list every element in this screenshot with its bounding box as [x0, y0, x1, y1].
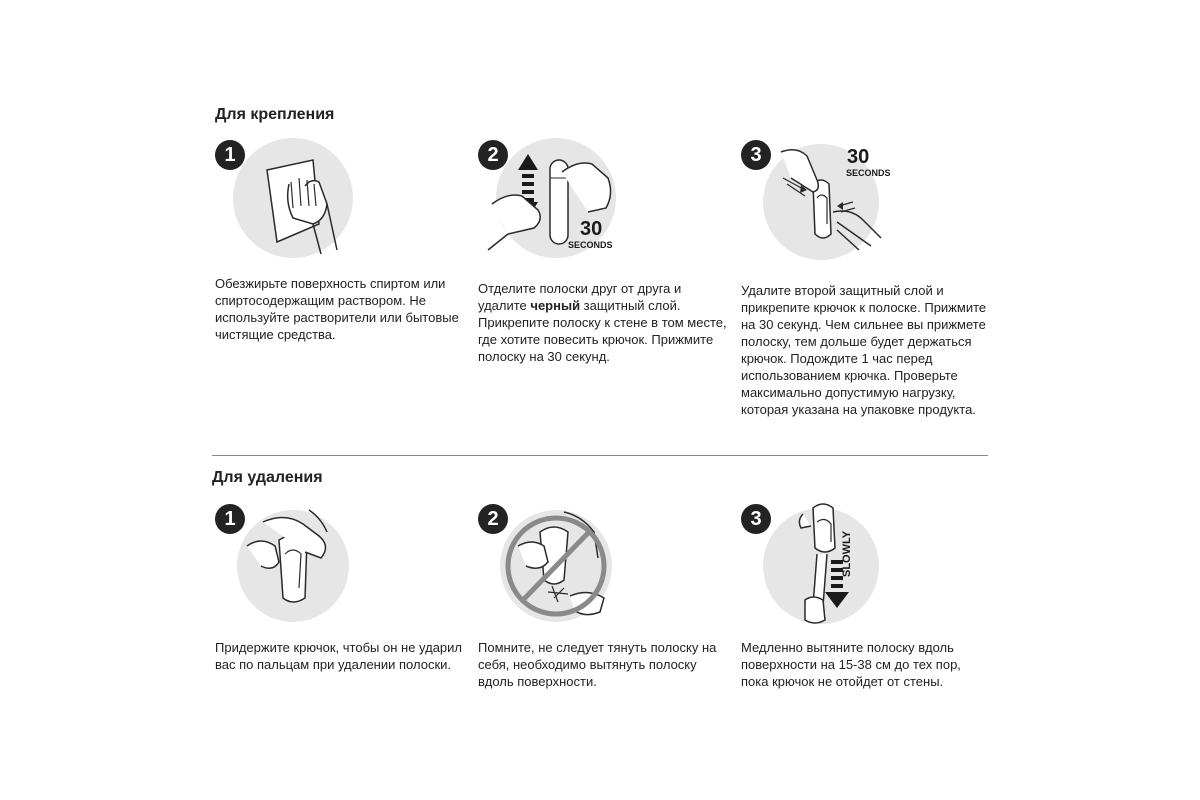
wipe-surface-icon: [215, 138, 365, 263]
step-number-badge: 2: [478, 504, 508, 534]
emphasis-text: черный: [530, 298, 581, 313]
step-number-badge: 2: [478, 140, 508, 170]
timer-value: 30: [580, 218, 603, 240]
pull-down-slowly-icon: [741, 502, 891, 627]
do-not-pull-icon: [478, 502, 628, 627]
attach-step-1: [215, 138, 465, 343]
remove-step-3: [741, 502, 991, 690]
direction-label: SLOWLY: [841, 530, 853, 577]
step-description: Помните, не следует тянуть полоску на себя, необходимо вытянуть полоску вдоль поверхности.: [478, 640, 717, 689]
step-number-badge: 1: [215, 504, 245, 534]
attach-step-2: [478, 138, 728, 365]
remove-step-1: [215, 502, 465, 673]
remove-section-title: Для удаления: [212, 469, 323, 486]
step-description: Обезжирьте поверхность спиртом или спиртосодержащим раствором. Не используйте растворители или бытовые чистящие средства.: [215, 276, 459, 342]
timer-value: 30: [847, 146, 870, 168]
press-strip-icon: [478, 138, 628, 263]
hold-hook-icon: [215, 502, 365, 627]
timer-unit: SECONDS: [568, 240, 613, 250]
remove-step-2: [478, 502, 728, 690]
step-description: Удалите второй защитный слой и прикрепите крючок к полоске. Прижмите на 30 секунд. Чем сильнее вы прижмете полоску, тем дольше будет держаться крючок. Подождите 1 час перед использованием крючка. Проверьте максимально допустимую нагрузку, которая указана на упаковке продукта.: [741, 283, 987, 417]
step-description: Отделите полоски друг от друга и удалите черный защитный слой. Прикрепите полоску к стене в том месте, где хотите повесить крючок. Прижмите полоску на 30 секунд.: [478, 281, 727, 364]
step-description: Медленно вытяните полоску вдоль поверхности на 15-38 см до тех пор, пока крючок не отойдет от стены.: [741, 640, 961, 689]
step-number-badge: 3: [741, 140, 771, 170]
attach-hook-icon: [741, 138, 891, 263]
section-divider: [212, 455, 988, 456]
step-number-badge: 3: [741, 504, 771, 534]
attach-step-3: [741, 138, 991, 418]
timer-unit: SECONDS: [846, 168, 891, 178]
step-description: Придержите крючок, чтобы он не ударил вас по пальцам при удалении полоски.: [215, 640, 462, 672]
step-number-badge: 1: [215, 140, 245, 170]
attach-section-title: Для крепления: [215, 106, 335, 123]
